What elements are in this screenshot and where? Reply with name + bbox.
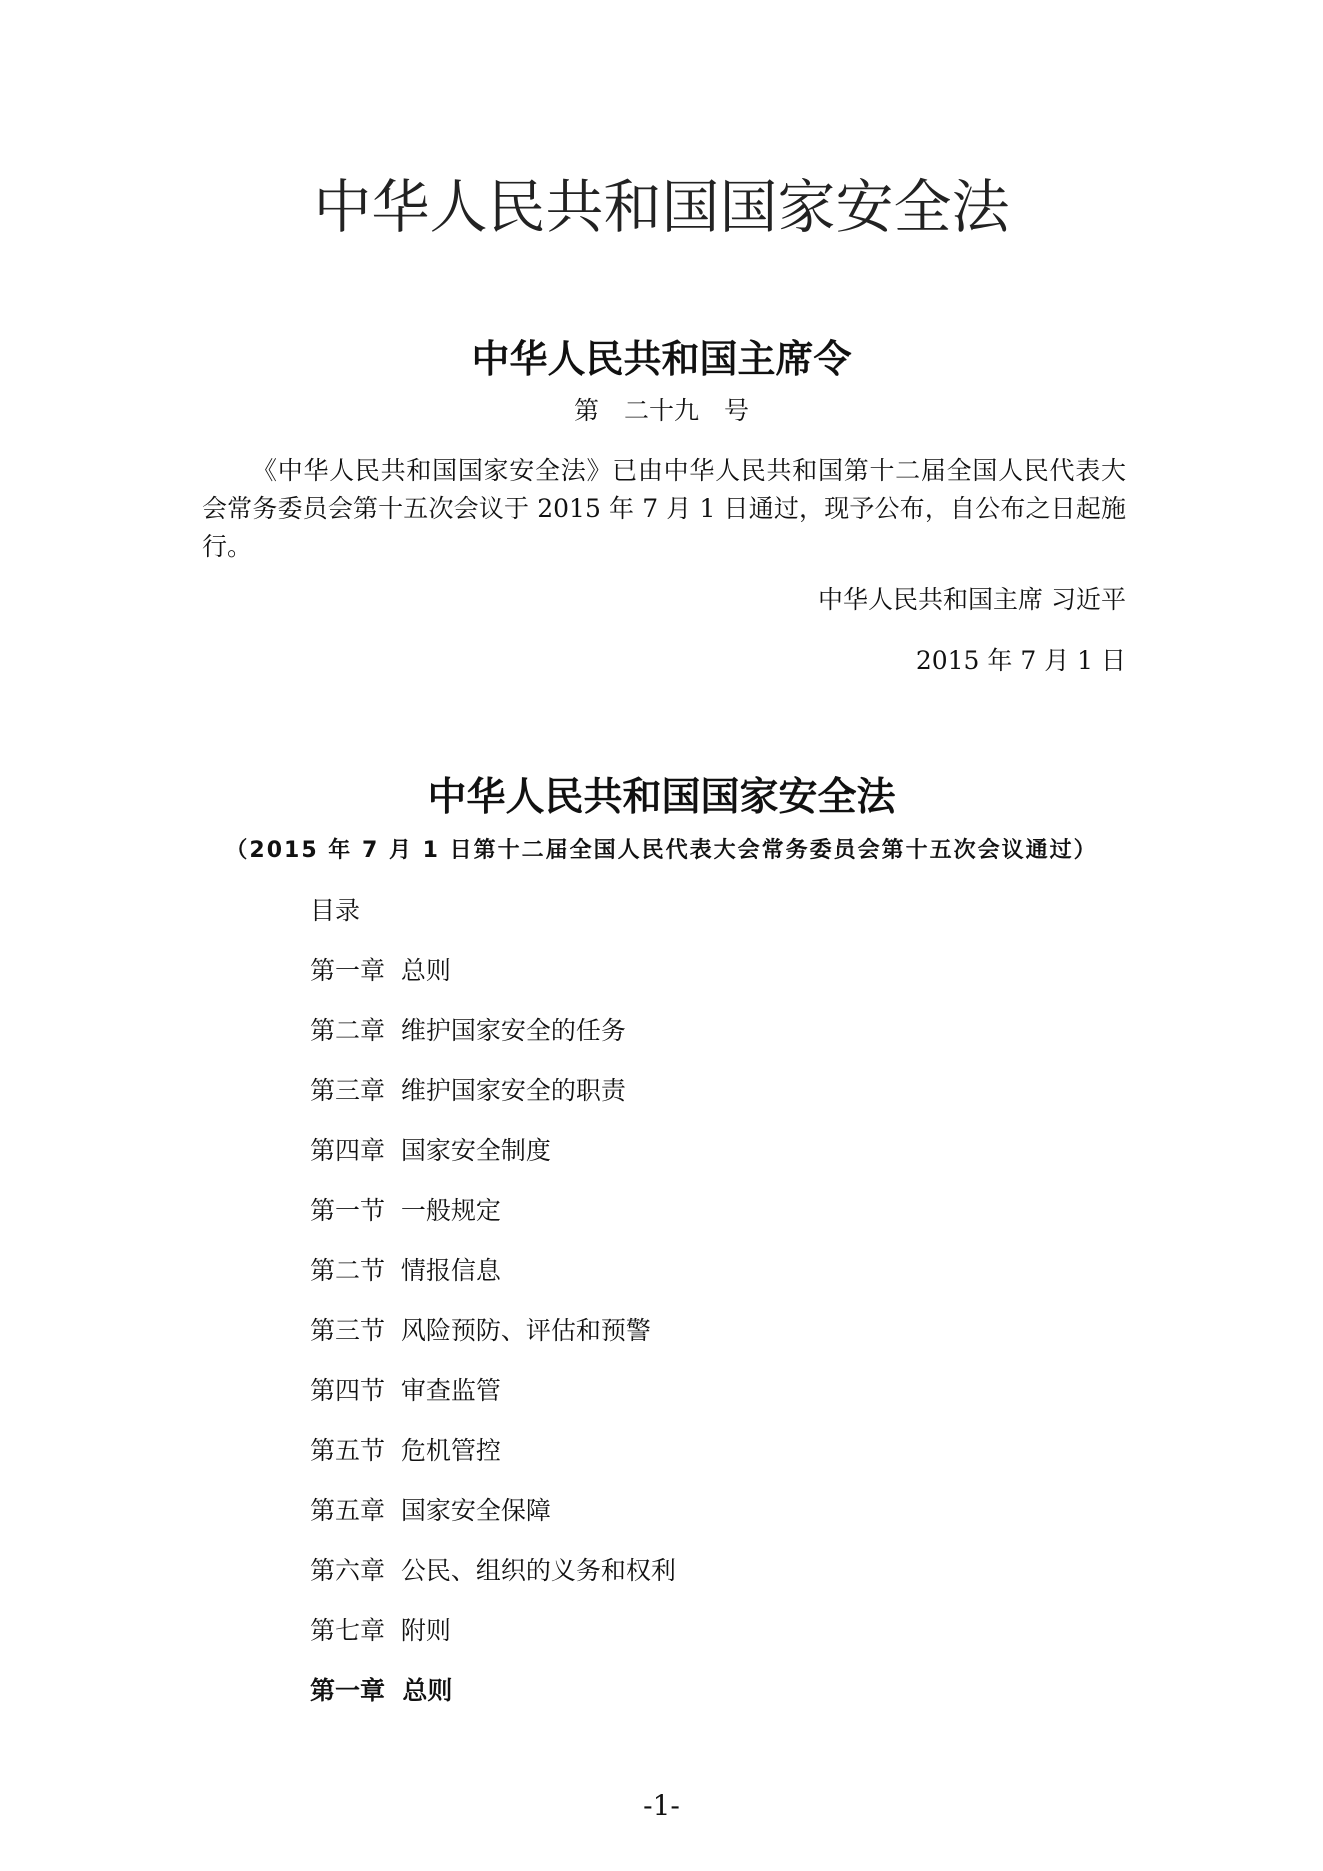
table-of-contents	[310, 898, 676, 1738]
toc-item-chapter-5: 第五章 国家安全保障	[310, 1496, 551, 1525]
toc-heading: 目录	[310, 896, 361, 925]
toc-item-chapter-4: 第四章 国家安全制度	[310, 1136, 551, 1165]
toc-item-section-4: 第四节 审查监管	[310, 1376, 501, 1405]
adoption-note: （2015 年 7 月 1 日第十二届全国人民代表大会常务委员会第十五次会议通过）	[225, 838, 1098, 863]
decree-date: 2015 年 7 月 1 日	[915, 646, 1126, 675]
document-title: 中华人民共和国国家安全法	[313, 173, 1010, 241]
chapter-1-heading: 第一章 总则	[310, 1676, 453, 1705]
toc-item-chapter-2: 第二章 维护国家安全的任务	[310, 1016, 626, 1045]
decree-signature: 中华人民共和国主席 习近平	[818, 585, 1126, 614]
law-title: 中华人民共和国国家安全法	[427, 774, 896, 820]
toc-item-section-2: 第二节 情报信息	[310, 1256, 501, 1285]
toc-item-section-5: 第五节 危机管控	[310, 1436, 501, 1465]
decree-title: 中华人民共和国主席令	[471, 336, 852, 381]
toc-item-section-1: 第一节 一般规定	[310, 1196, 501, 1225]
toc-item-chapter-7: 第七章 附则	[310, 1616, 451, 1645]
page-number: -1-	[643, 1789, 680, 1822]
toc-item-chapter-3: 第三章 维护国家安全的职责	[310, 1076, 626, 1105]
decree-number: 第 二十九 号	[573, 396, 749, 425]
toc-item-chapter-1: 第一章 总则	[310, 956, 451, 985]
toc-item-section-3: 第三节 风险预防、评估和预警	[310, 1316, 651, 1345]
toc-item-chapter-6: 第六章 公民、组织的义务和权利	[310, 1556, 676, 1585]
decree-body: 《中华人民共和国国家安全法》已由中华人民共和国第十二届全国人民代表大会常务委员会第十五次会议于 2015 年 7 月 1 日通过，现予公布，自公布之日起施行。	[202, 456, 1126, 561]
